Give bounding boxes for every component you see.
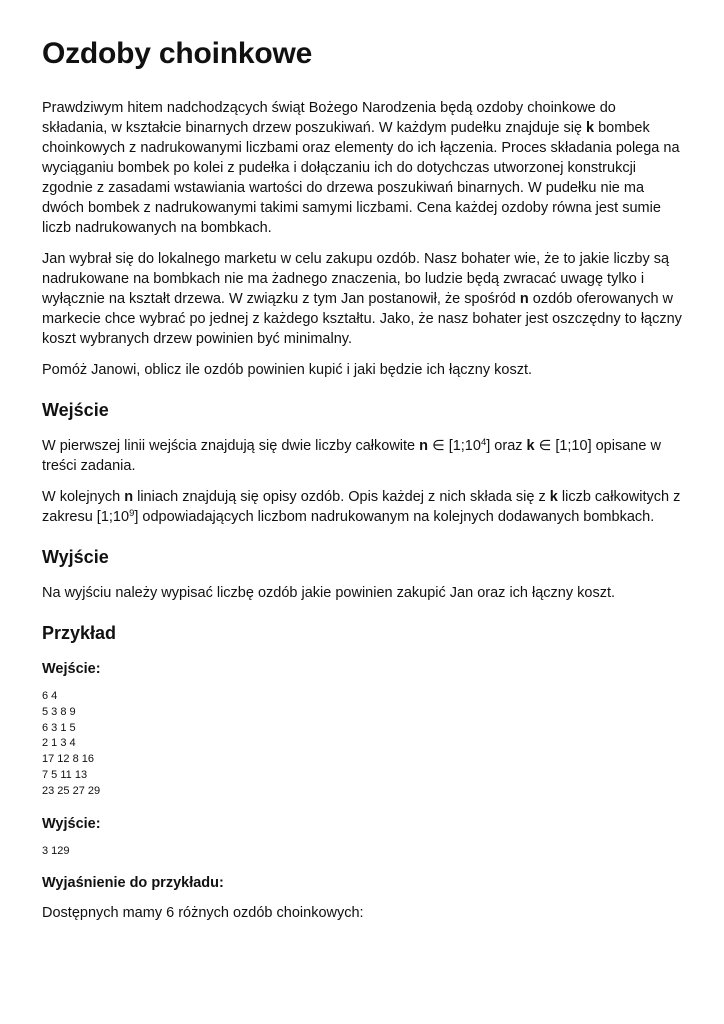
var-n: n: [124, 489, 134, 505]
output-section: [42, 545, 682, 603]
var-n: n: [419, 438, 428, 454]
example-input-block: [42, 689, 682, 800]
var-n: n: [519, 291, 529, 307]
var-k: k: [586, 120, 595, 136]
exponent: 9: [129, 508, 135, 519]
input-text: ∈ [1;10] opisane w treści zadania.: [42, 438, 661, 474]
page-title: Ozdoby choinkowe: [42, 37, 313, 70]
exponent: 4: [480, 437, 487, 448]
example-explanation-text: Dostępnych mamy 6 różnych ozdób choinkowych:: [42, 905, 364, 922]
input-text: ] odpowiadających liczbom nadrukowanym na kolejnych dodawanych bombkach.: [134, 509, 655, 525]
input-paragraph-2: [42, 487, 682, 527]
input-text: ∈ [1;10: [428, 438, 481, 454]
intro-text: Jan wybrał się do lokalnego marketu w celu zakupu ozdób. Nasz bohater wie, że to jakie liczby są nadrukowane na bombkach nie ma żadnego znaczenia, bo ludzie będą zwracać uwagę tylko i wyłącznie na kształt drzewa. W związku z tym Jan postanowił, że spośród: [42, 251, 670, 307]
var-k: k: [526, 438, 535, 454]
example-input-label: Wejście:: [42, 661, 101, 677]
input-text: liniach znajdują się opisy ozdób. Opis każdej z nich składa się z: [133, 489, 550, 505]
example-input-line: 5 3 8 9: [42, 705, 76, 718]
intro-text: Prawdziwym hitem nadchodzących świąt Bożego Narodzenia będą ozdoby choinkowe do składania, w kształcie binarnych drzew poszukiwań. W każdym pudełku znajduje się: [42, 100, 616, 136]
intro-text: bombek choinkowych z nadrukowanymi liczbami oraz elementy do ich łączenia. Proces składania polega na wyciąganiu bombek po kolei z pudełka i dołączaniu ich do dotychczas utworzonej konstrukcji zgodnie z zasadami wstawiania wartości do drzewa poszukiwań binarnych. W pudełku nie ma dwóch bombek z nadrukowanymi takimi samymi liczbami. Cena każdej ozdoby równa jest sumie liczb nadrukowanych na bombkach.: [42, 120, 680, 236]
example-output-line: 3 129: [42, 844, 70, 857]
intro-paragraph-3: Pomóż Janowi, oblicz ile ozdób powinien kupić i jaki będzie ich łączny koszt.: [42, 362, 533, 378]
input-paragraph-1: [42, 436, 682, 476]
example-output-label: Wyjście:: [42, 815, 101, 832]
example-input-line: 7 5 11 13: [42, 768, 88, 781]
example-input-line: 23 25 27 29: [42, 784, 101, 797]
example-output-block: [42, 844, 682, 860]
input-text: W kolejnych: [42, 489, 125, 505]
example-heading: Przykład: [42, 623, 117, 643]
input-text: W pierwszej linii wejścia znajdują się dwie liczby całkowite: [42, 438, 420, 454]
example-input-line: 6 4: [42, 690, 58, 702]
input-text: liczb całkowitych z zakresu [1;10: [42, 489, 681, 525]
intro-text: ozdób oferowanych w markecie chce wybrać po jednej z każdego kształtu. Jako, że nasz bohater jest oszczędny to łączny koszt wybranych drzew powinien być minimalny.: [42, 291, 682, 347]
intro-section: [42, 98, 682, 380]
example-section: [42, 621, 682, 923]
example-input-line: 17 12 8 16: [42, 753, 94, 766]
intro-paragraph-1: [42, 98, 682, 238]
output-paragraph: Na wyjściu należy wypisać liczbę ozdób jakie powinien zakupić Jan oraz ich łączny koszt.: [42, 585, 616, 601]
var-k: k: [549, 489, 558, 505]
example-explanation-label: Wyjaśnienie do przykładu:: [42, 875, 224, 892]
input-section: [42, 398, 682, 527]
input-heading: Wejście: [42, 400, 109, 420]
example-input-line: 2 1 3 4: [42, 737, 76, 750]
intro-paragraph-2: [42, 249, 682, 349]
output-heading: Wyjście: [42, 547, 109, 567]
input-text: ] oraz: [486, 438, 527, 454]
example-input-line: 6 3 1 5: [42, 721, 76, 734]
